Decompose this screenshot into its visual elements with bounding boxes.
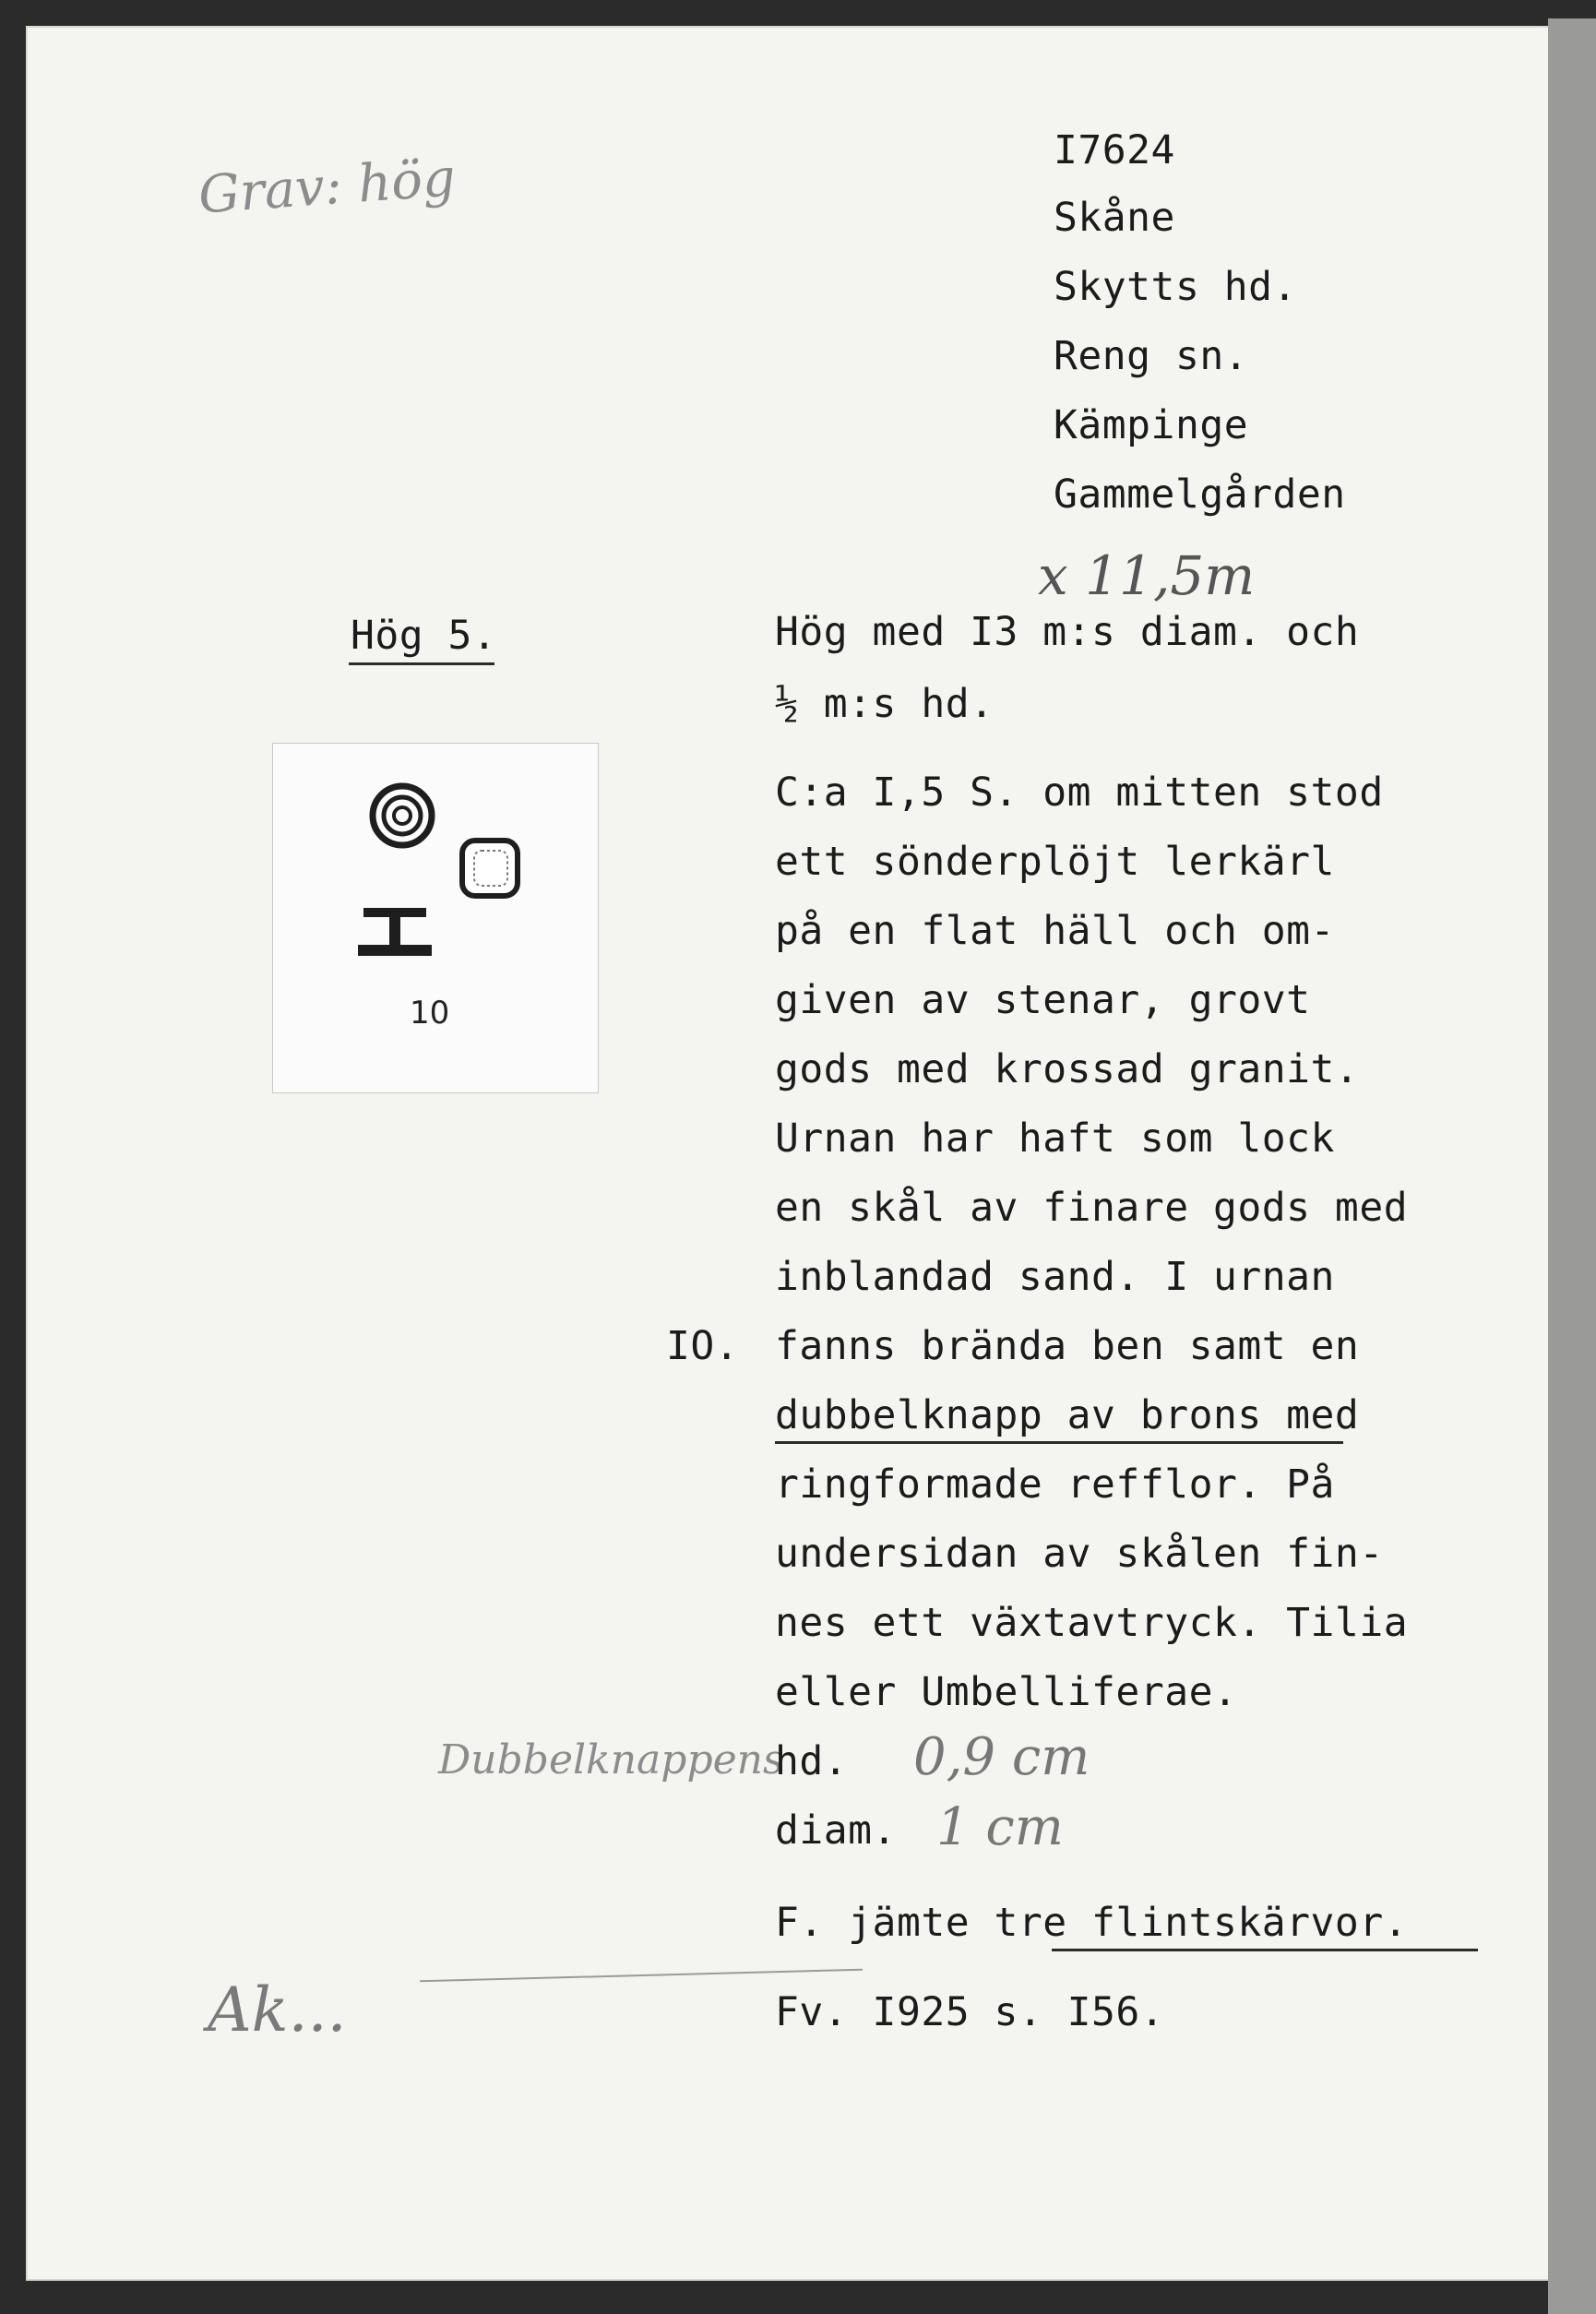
body-line-6: given av stenar, grovt: [775, 977, 1311, 1023]
body-line-13: ringformade refflor. På: [775, 1461, 1335, 1508]
village: Kämpinge: [1054, 402, 1249, 448]
item-number: IO.: [666, 1323, 740, 1369]
profile-section-icon: [358, 908, 432, 956]
province: Skåne: [1054, 195, 1175, 241]
body-line-11: fanns brända ben samt en: [775, 1323, 1360, 1369]
catalog-number: I7624: [1054, 127, 1175, 173]
object-photo: [272, 743, 599, 1093]
photo-label: 10: [410, 995, 450, 1032]
body-line-14: undersidan av skålen fin-: [775, 1531, 1384, 1577]
heading-underline: [349, 662, 494, 665]
body-line-reference: Fv. I925 s. I56.: [775, 1989, 1165, 2035]
card-edge: [1548, 18, 1596, 2314]
ring-icon: [373, 786, 432, 845]
body-line-finds: F. jämte tre flintskärvor.: [775, 1900, 1409, 1946]
farm: Gammelgården: [1054, 471, 1346, 518]
body-line-10: inblandad sand. I urnan: [775, 1254, 1335, 1300]
note-dubbelknappens: Dubbelknappens: [438, 1736, 784, 1783]
district: Skytts hd.: [1054, 264, 1297, 310]
body-line-diam: diam.: [775, 1807, 897, 1854]
body-line-16: eller Umbelliferae.: [775, 1669, 1238, 1715]
body-line-9: en skål av finare gods med: [775, 1185, 1409, 1231]
body-line-2: ½ m:s hd.: [775, 681, 995, 727]
body-line-15: nes ett växtavtryck. Tilia: [775, 1600, 1409, 1646]
body-line-hd: hd.: [775, 1738, 849, 1784]
note-grav-hog: Grav: hög: [197, 148, 458, 226]
body-line-1: Hög med I3 m:s diam. och: [775, 609, 1360, 655]
body-line-5: på en flat häll och om-: [775, 908, 1335, 954]
parish: Reng sn.: [1054, 333, 1249, 379]
note-signature: Ak...: [208, 1974, 347, 2046]
body-line-7: gods med krossad granit.: [775, 1046, 1360, 1092]
note-diam-value: 1 cm: [936, 1797, 1064, 1857]
body-line-8: Urnan har haft som lock: [775, 1115, 1335, 1162]
section-heading: Hög 5.: [351, 613, 497, 659]
double-button-photo: [273, 744, 598, 984]
square-fragment-icon: [462, 841, 518, 896]
body-line-12: dubbelknapp av brons med: [775, 1392, 1360, 1438]
body-line-4: ett sönderplöjt lerkärl: [775, 839, 1335, 885]
body-line-3: C:a I,5 S. om mitten stod: [775, 769, 1384, 816]
flint-underline: [1052, 1949, 1478, 1951]
note-hd-value: 0,9 cm: [913, 1727, 1090, 1787]
dubbelknapp-underline: [775, 1441, 1343, 1444]
note-diam-correction: x 11,5m: [1038, 544, 1256, 607]
